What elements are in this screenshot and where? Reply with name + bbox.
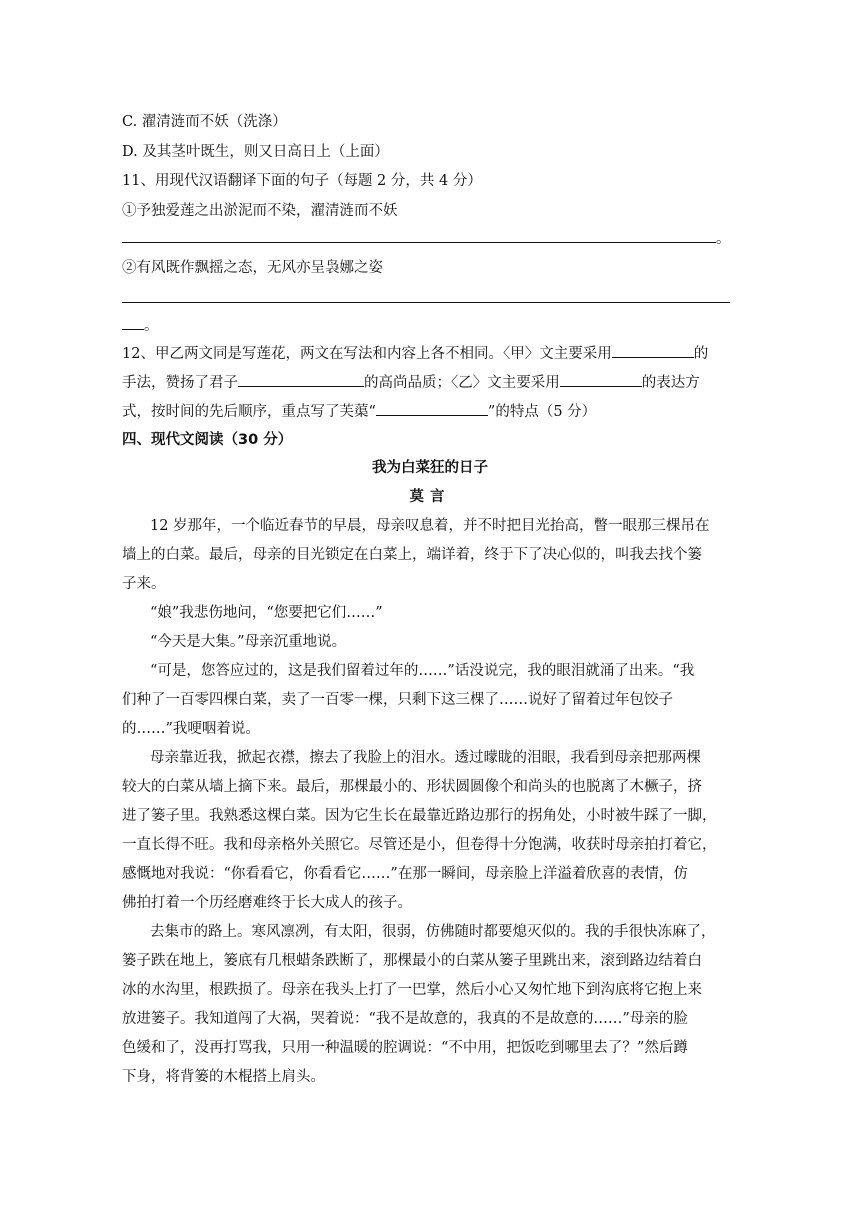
paragraph-line: 较大的白菜从墙上摘下来。最后，那棵最小的、形状圆圆像个和尚头的也脱离了木橛子，挤 <box>122 779 702 795</box>
paragraph-line: 进了篓子里。我熟悉这棵白菜。因为它生长在最靠近路边那行的拐角处，小时被牛踩了一脚， <box>122 808 717 824</box>
paragraph-line: 一直长得不旺。我和母亲格外关照它。尽管还是小，但卷得十分饱满，收获时母亲拍打着它， <box>122 837 717 853</box>
answer-line-2-cont: 。 <box>122 315 159 336</box>
question-12-line-2: 手法，赞扬了君子 的高尚品质；〈乙〉文主要采用 的表达方 <box>122 372 700 393</box>
blank-junzi-quality[interactable] <box>238 372 364 387</box>
question-12-line-3: 式，按时间的先后顺序，重点写了芙蕖“ ”的特点（5 分） <box>122 401 596 422</box>
paragraph-line: 墙上的白菜。最后，母亲的目光锁定在白菜上，端详着，终于下了决心似的，叫我去找个篓 <box>122 547 702 563</box>
blank-jia-method[interactable] <box>612 343 694 358</box>
answer-line-2[interactable] <box>122 302 730 303</box>
paragraph-line: 去集市的路上。寒风凛冽，有太阳，很弱，仿佛随时都要熄灭似的。我的手很快冻麻了， <box>150 924 716 940</box>
paragraph-line: 母亲靠近我，掀起衣襟，擦去了我脸上的泪水。透过曚眬的泪眼，我看到母亲把那两棵 <box>150 750 701 766</box>
option-d: D. 及其茎叶既生，则又日高日上（上面） <box>122 144 389 160</box>
paragraph-line: 下身，将背篓的木棍搭上肩头。 <box>122 1069 325 1085</box>
article-author: 莫言 <box>409 489 451 505</box>
q11-sentence-2: ②有风既作飘摇之态，无风亦呈袅娜之姿 <box>122 260 383 276</box>
article-title: 我为白菜狂的日子 <box>372 460 488 476</box>
paragraph-line: 放进篓子。我知道闯了大祸，哭着说：“我不是故意的，我真的不是故意的……”母亲的脸 <box>122 1011 688 1027</box>
answer-line-1-end: 。 <box>716 231 731 247</box>
answer-line-1[interactable] <box>122 242 716 243</box>
option-c: C. 濯清涟而不妖（洗涤） <box>122 114 287 130</box>
section-heading: 四、现代文阅读（30 分） <box>122 432 293 448</box>
blank-furong-feature[interactable] <box>376 401 488 416</box>
paragraph-line: 佛拍打着一个历经磨难终于长大成人的孩子。 <box>122 895 412 911</box>
paragraph-line: 篓子跌在地上，篓底有几根蜡条跌断了，那棵最小的白菜从篓子里跳出来，滚到路边结着白 <box>122 953 702 969</box>
paragraph-line: “今天是大集。”母亲沉重地说。 <box>150 634 347 650</box>
paragraph-line: 子来。 <box>122 576 166 592</box>
paragraph-line: 冰的水沟里，根跌损了。母亲在我头上打了一巴掌，然后小心又匆忙地下到沟底将它抱上来 <box>122 982 702 998</box>
answer-line-2-tail[interactable] <box>122 315 144 330</box>
blank-yi-expression[interactable] <box>560 372 642 387</box>
paragraph-line: 12 岁那年，一个临近春节的早晨，母亲叹息着，并不时把目光抬高，瞥一眼那三棵吊在 <box>150 518 710 534</box>
paragraph-line: 的……”我哽咽着说。 <box>122 721 260 737</box>
q11-sentence-1: ①予独爱莲之出淤泥而不染，濯清涟而不妖 <box>122 203 398 219</box>
question-11: 11、用现代汉语翻译下面的句子（每题 2 分，共 4 分） <box>122 173 482 189</box>
question-12-line-1: 12、甲乙两文同是写莲花，两文在写法和内容上各不相同。〈甲〉文主要采用 的 <box>122 343 708 364</box>
paragraph-line: “可是，您答应过的，这是我们留着过年的……”话没说完，我的眼泪就涌了出来。“我 <box>150 663 695 679</box>
paragraph-line: “娘”我悲伤地问，“您要把它们……” <box>150 605 383 621</box>
paragraph-line: 感慨地对我说：“你看看它，你看看它……”在那一瞬间，母亲脸上洋溢着欣喜的表情，仿 <box>122 866 688 882</box>
paragraph-line: 色缓和了，没再打骂我，只用一种温暖的腔调说：“不中用，把饭吃到哪里去了？”然后蹲 <box>122 1040 688 1056</box>
paragraph-line: 们种了一百零四棵白菜，卖了一百零一棵，只剩下这三棵了……说好了留着过年包饺子 <box>122 692 673 708</box>
